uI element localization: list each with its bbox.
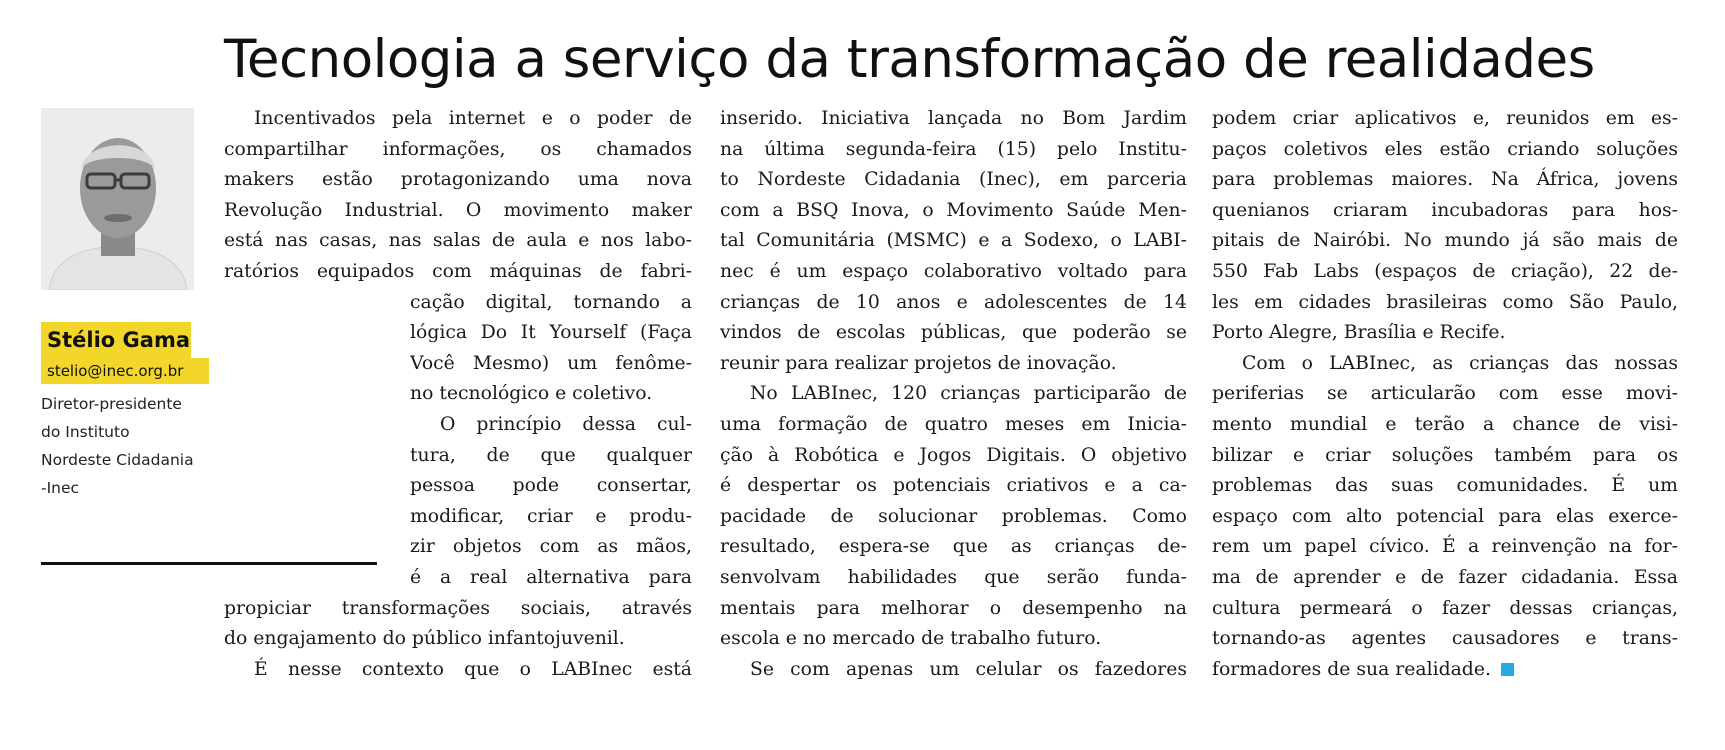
- text-line: quenianos criaram incubadoras para hos-: [1212, 199, 1678, 221]
- text-line: bilizar e criar soluções também para os: [1212, 444, 1678, 466]
- article-column-1: [224, 104, 692, 685]
- text-line: Você Mesmo) um fenôme-: [410, 352, 692, 374]
- text-line: problemas das suas comunidades. É um: [1212, 475, 1678, 497]
- text-line: 550 Fab Labs (espaços de criação), 22 de-: [1212, 260, 1678, 282]
- text-line: uma formação de quatro meses em Inicia-: [720, 413, 1187, 435]
- text-line: no tecnológico e coletivo.: [410, 383, 653, 405]
- text-line: pessoa pode consertar,: [410, 475, 692, 497]
- text-line: Com o LABInec, as crianças das nossas: [1242, 352, 1678, 374]
- text-line: ção à Robótica e Jogos Digitais. O objetivo: [720, 444, 1187, 466]
- author-name: Stélio Gama: [41, 322, 191, 358]
- text-line: lógica Do It Yourself (Faça: [410, 322, 692, 344]
- author-role-line: Diretor-presidente: [41, 395, 182, 413]
- text-line: está nas casas, nas salas de aula e nos labo-: [224, 230, 692, 252]
- text-line: zir objetos com as mãos,: [410, 536, 692, 558]
- text-line: O princípio dessa cul-: [440, 413, 692, 435]
- text-line: Revolução Industrial. O movimento maker: [224, 199, 692, 221]
- article-column-2: [720, 104, 1187, 685]
- text-line: Incentivados pela internet e o poder de: [254, 108, 692, 129]
- text-line: espaço com alto potencial para elas exerce-: [1212, 505, 1678, 527]
- text-line: periferias se articularão com esse movi-: [1212, 383, 1678, 405]
- text-line-final: [1212, 655, 1678, 686]
- text-line: é despertar os potenciais criativos e a ca-: [720, 475, 1187, 497]
- text-line: compartilhar informações, os chamados: [224, 138, 692, 160]
- text-line: inserido. Iniciativa lançada no Bom Jardim: [720, 108, 1187, 129]
- text-line: resultado, espera-se que as crianças de-: [720, 536, 1187, 558]
- text-line: ma de aprender e de fazer cidadania. Essa: [1212, 566, 1678, 588]
- headline: Tecnologia a serviço da transformação de realidades: [224, 29, 1595, 90]
- text-line: podem criar aplicativos e, reunidos em es-: [1212, 108, 1678, 129]
- author-role: [41, 390, 221, 502]
- text-line: mento mundial e terão a chance de visi-: [1212, 413, 1678, 435]
- author-role-line: Nordeste Cidadania: [41, 451, 194, 469]
- text-line: com a BSQ Inova, o Movimento Saúde Men-: [720, 199, 1187, 221]
- text-line: reunir para realizar projetos de inovação.: [720, 352, 1117, 374]
- text-line: pacidade de solucionar problemas. Como: [720, 505, 1187, 527]
- text-line: é a real alternativa para: [410, 566, 692, 588]
- text-line: tal Comunitária (MSMC) e a Sodexo, o LABI-: [720, 230, 1187, 252]
- text-line: nec é um espaço colaborativo voltado para: [720, 260, 1187, 282]
- author-email[interactable]: stelio@inec.org.br: [41, 358, 209, 384]
- text-line: propiciar transformações sociais, através: [224, 597, 692, 619]
- text-line: crianças de 10 anos e adolescentes de 14: [720, 291, 1187, 313]
- text-line: pitais de Nairóbi. No mundo já são mais de: [1212, 230, 1678, 252]
- text-line: rem um papel cívico. É a reinvenção na for-: [1212, 536, 1678, 558]
- text-line: tornando-as agentes causadores e trans-: [1212, 628, 1678, 650]
- text-line: É nesse contexto que o LABInec está: [254, 658, 692, 680]
- text-line: ratórios equipados com máquinas de fabri-: [224, 260, 692, 282]
- text-line: cultura permeará o fazer dessas crianças,: [1212, 597, 1678, 619]
- text-line: modificar, criar e produ-: [410, 505, 692, 527]
- text-line: Se com apenas um celular os fazedores: [750, 658, 1187, 680]
- article-column-3: [1212, 104, 1678, 685]
- text-line: na última segunda-feira (15) pelo Institu-: [720, 138, 1187, 160]
- text-line: para problemas maiores. Na África, jovens: [1212, 169, 1678, 191]
- text-line: cação digital, tornando a: [410, 291, 692, 313]
- text-line: makers estão protagonizando uma nova: [224, 169, 692, 191]
- text-line: do engajamento do público infantojuvenil.: [224, 628, 625, 650]
- text-line: tura, de que qualquer: [410, 444, 692, 466]
- text-line: escola e no mercado de trabalho futuro.: [720, 628, 1102, 650]
- text-line: No LABInec, 120 crianças participarão de: [750, 383, 1187, 405]
- end-of-article-square-icon: [1501, 663, 1514, 676]
- text-line: les em cidades brasileiras como São Paulo,: [1212, 291, 1678, 313]
- author-role-line: do Instituto: [41, 423, 130, 441]
- author-photo: [41, 108, 194, 290]
- text-line: paços coletivos eles estão criando soluções: [1212, 138, 1678, 160]
- text-line: Porto Alegre, Brasília e Recife.: [1212, 322, 1506, 344]
- text-line: senvolvam habilidades que serão funda-: [720, 566, 1187, 588]
- text-line: vindos de escolas públicas, que poderão se: [720, 322, 1187, 344]
- text-line: to Nordeste Cidadania (Inec), em parceria: [720, 169, 1187, 191]
- author-role-line: -Inec: [41, 479, 80, 497]
- text-line-final-text: formadores de sua realidade.: [1212, 658, 1491, 680]
- text-line: mentais para melhorar o desempenho na: [720, 597, 1187, 619]
